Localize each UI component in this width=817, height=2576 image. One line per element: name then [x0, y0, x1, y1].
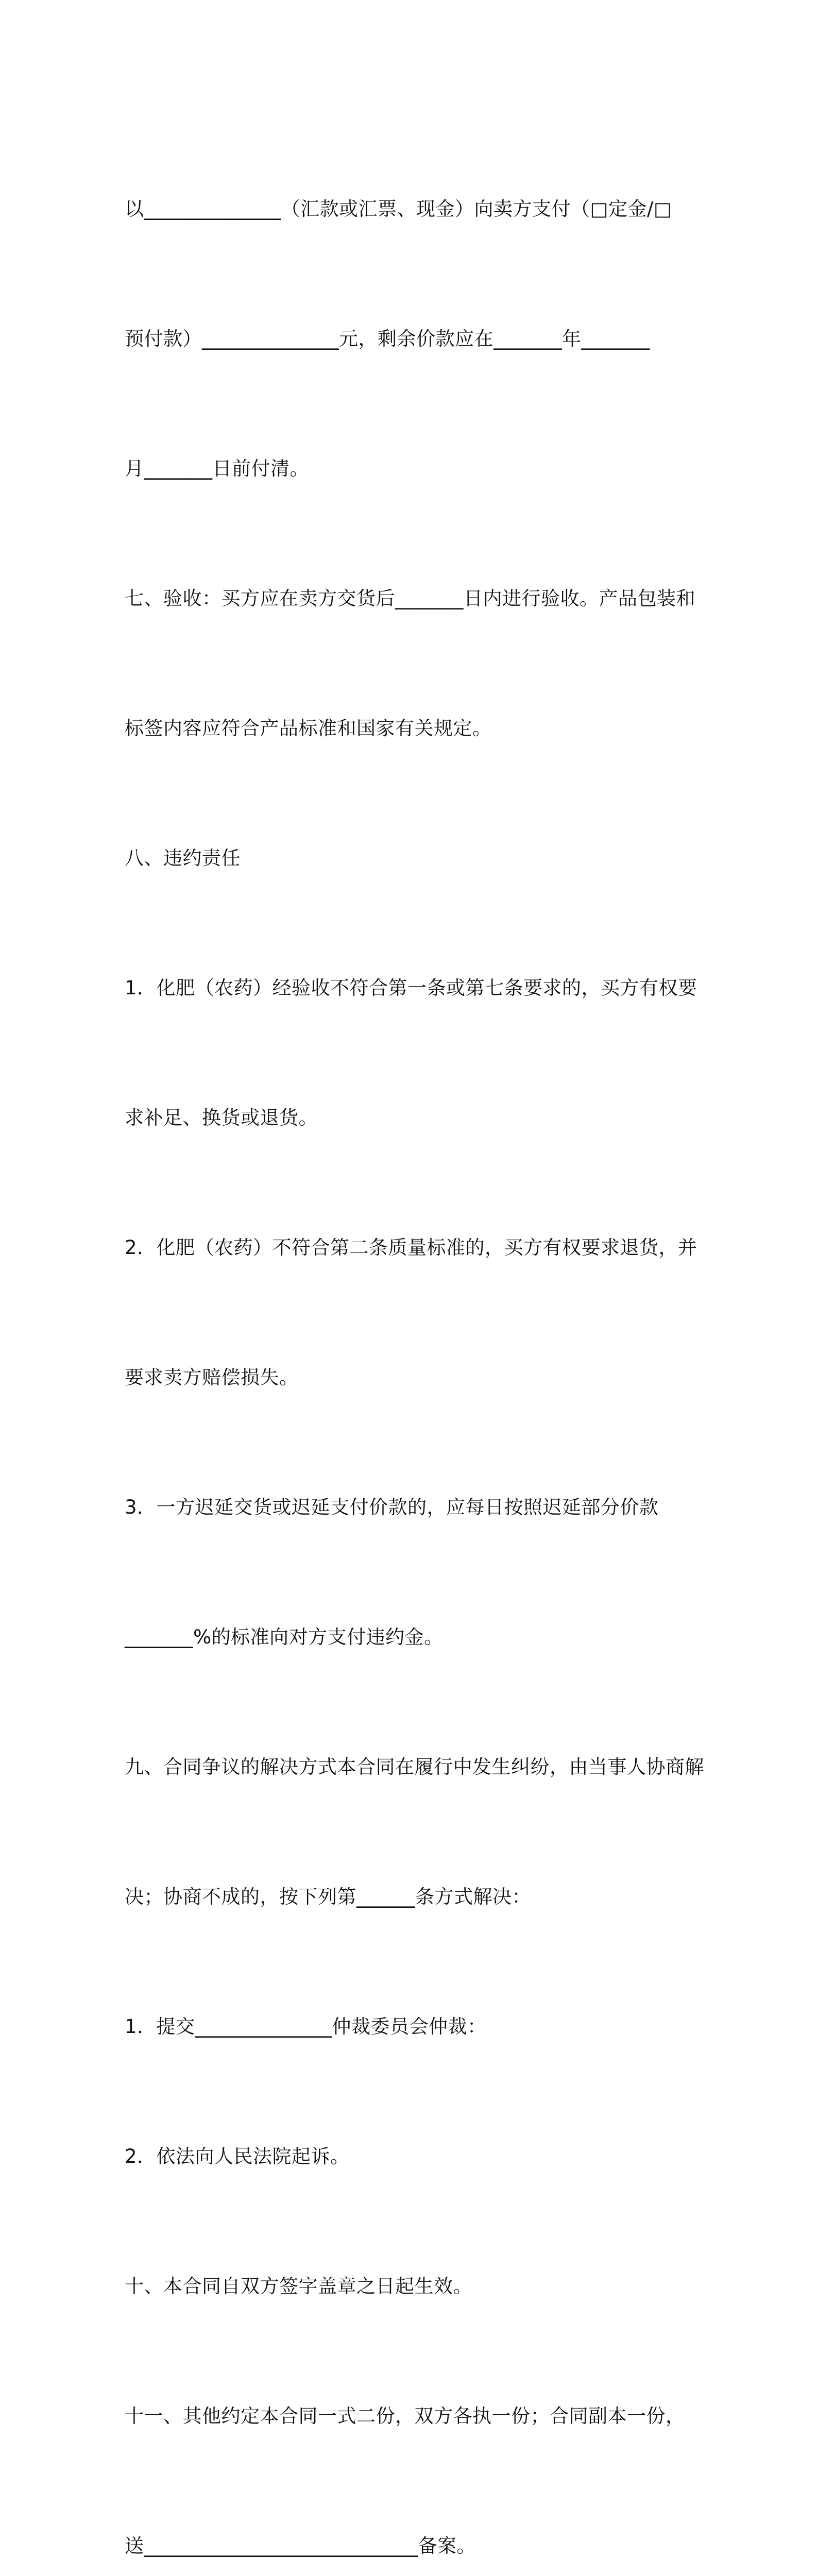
clause-9-2: 2．依法向人民法院起诉。 [125, 2145, 350, 2167]
clause-8-2: 2．化肥（农药）不符合第二条质量标准的，买方有权要求退货，并 [125, 1236, 697, 1259]
text-line: _______%的标准向对方支付违约金。 [125, 1626, 444, 1648]
text-line: 要求卖方赔偿损失。 [125, 1366, 299, 1388]
section-9-dispute: 九、合同争议的解决方式本合同在履行中发生纠纷，由当事人协商解 [125, 1756, 704, 1778]
text-line: 以______________（汇款或汇票、现金）向卖方支付（□定金/□ [125, 198, 672, 220]
section-8-heading: 八、违约责任 [125, 847, 241, 869]
text-line: 标签内容应符合产品标准和国家有关规定。 [125, 717, 492, 739]
section-7-acceptance: 七、验收：买方应在卖方交货后_______日内进行验收。产品包装和 [125, 587, 695, 609]
clause-8-1: 1．化肥（农药）经验收不符合第一条或第七条要求的，买方有权要 [125, 977, 697, 999]
contract-body [125, 101, 702, 2576]
text-line: 决；协商不成的，按下列第______条方式解决： [125, 1886, 531, 1908]
text-line: 求补足、换货或退货。 [125, 1107, 318, 1129]
clause-8-3: 3．一方迟延交货或迟延支付价款的，应每日按照迟延部分价款 [125, 1496, 659, 1518]
text-line: 月_______日前付清。 [125, 457, 309, 480]
section-11-other: 十一、其他约定本合同一式二份，双方各执一份；合同副本一份， [125, 2405, 685, 2427]
text-line: 送____________________________备案。 [125, 2535, 476, 2557]
clause-9-1: 1．提交______________仲裁委员会仲裁： [125, 2015, 487, 2038]
section-10-effective: 十、本合同自双方签字盖章之日起生效。 [125, 2275, 472, 2297]
text-line: 预付款）______________元，剩余价款应在_______年_______ [125, 328, 650, 350]
